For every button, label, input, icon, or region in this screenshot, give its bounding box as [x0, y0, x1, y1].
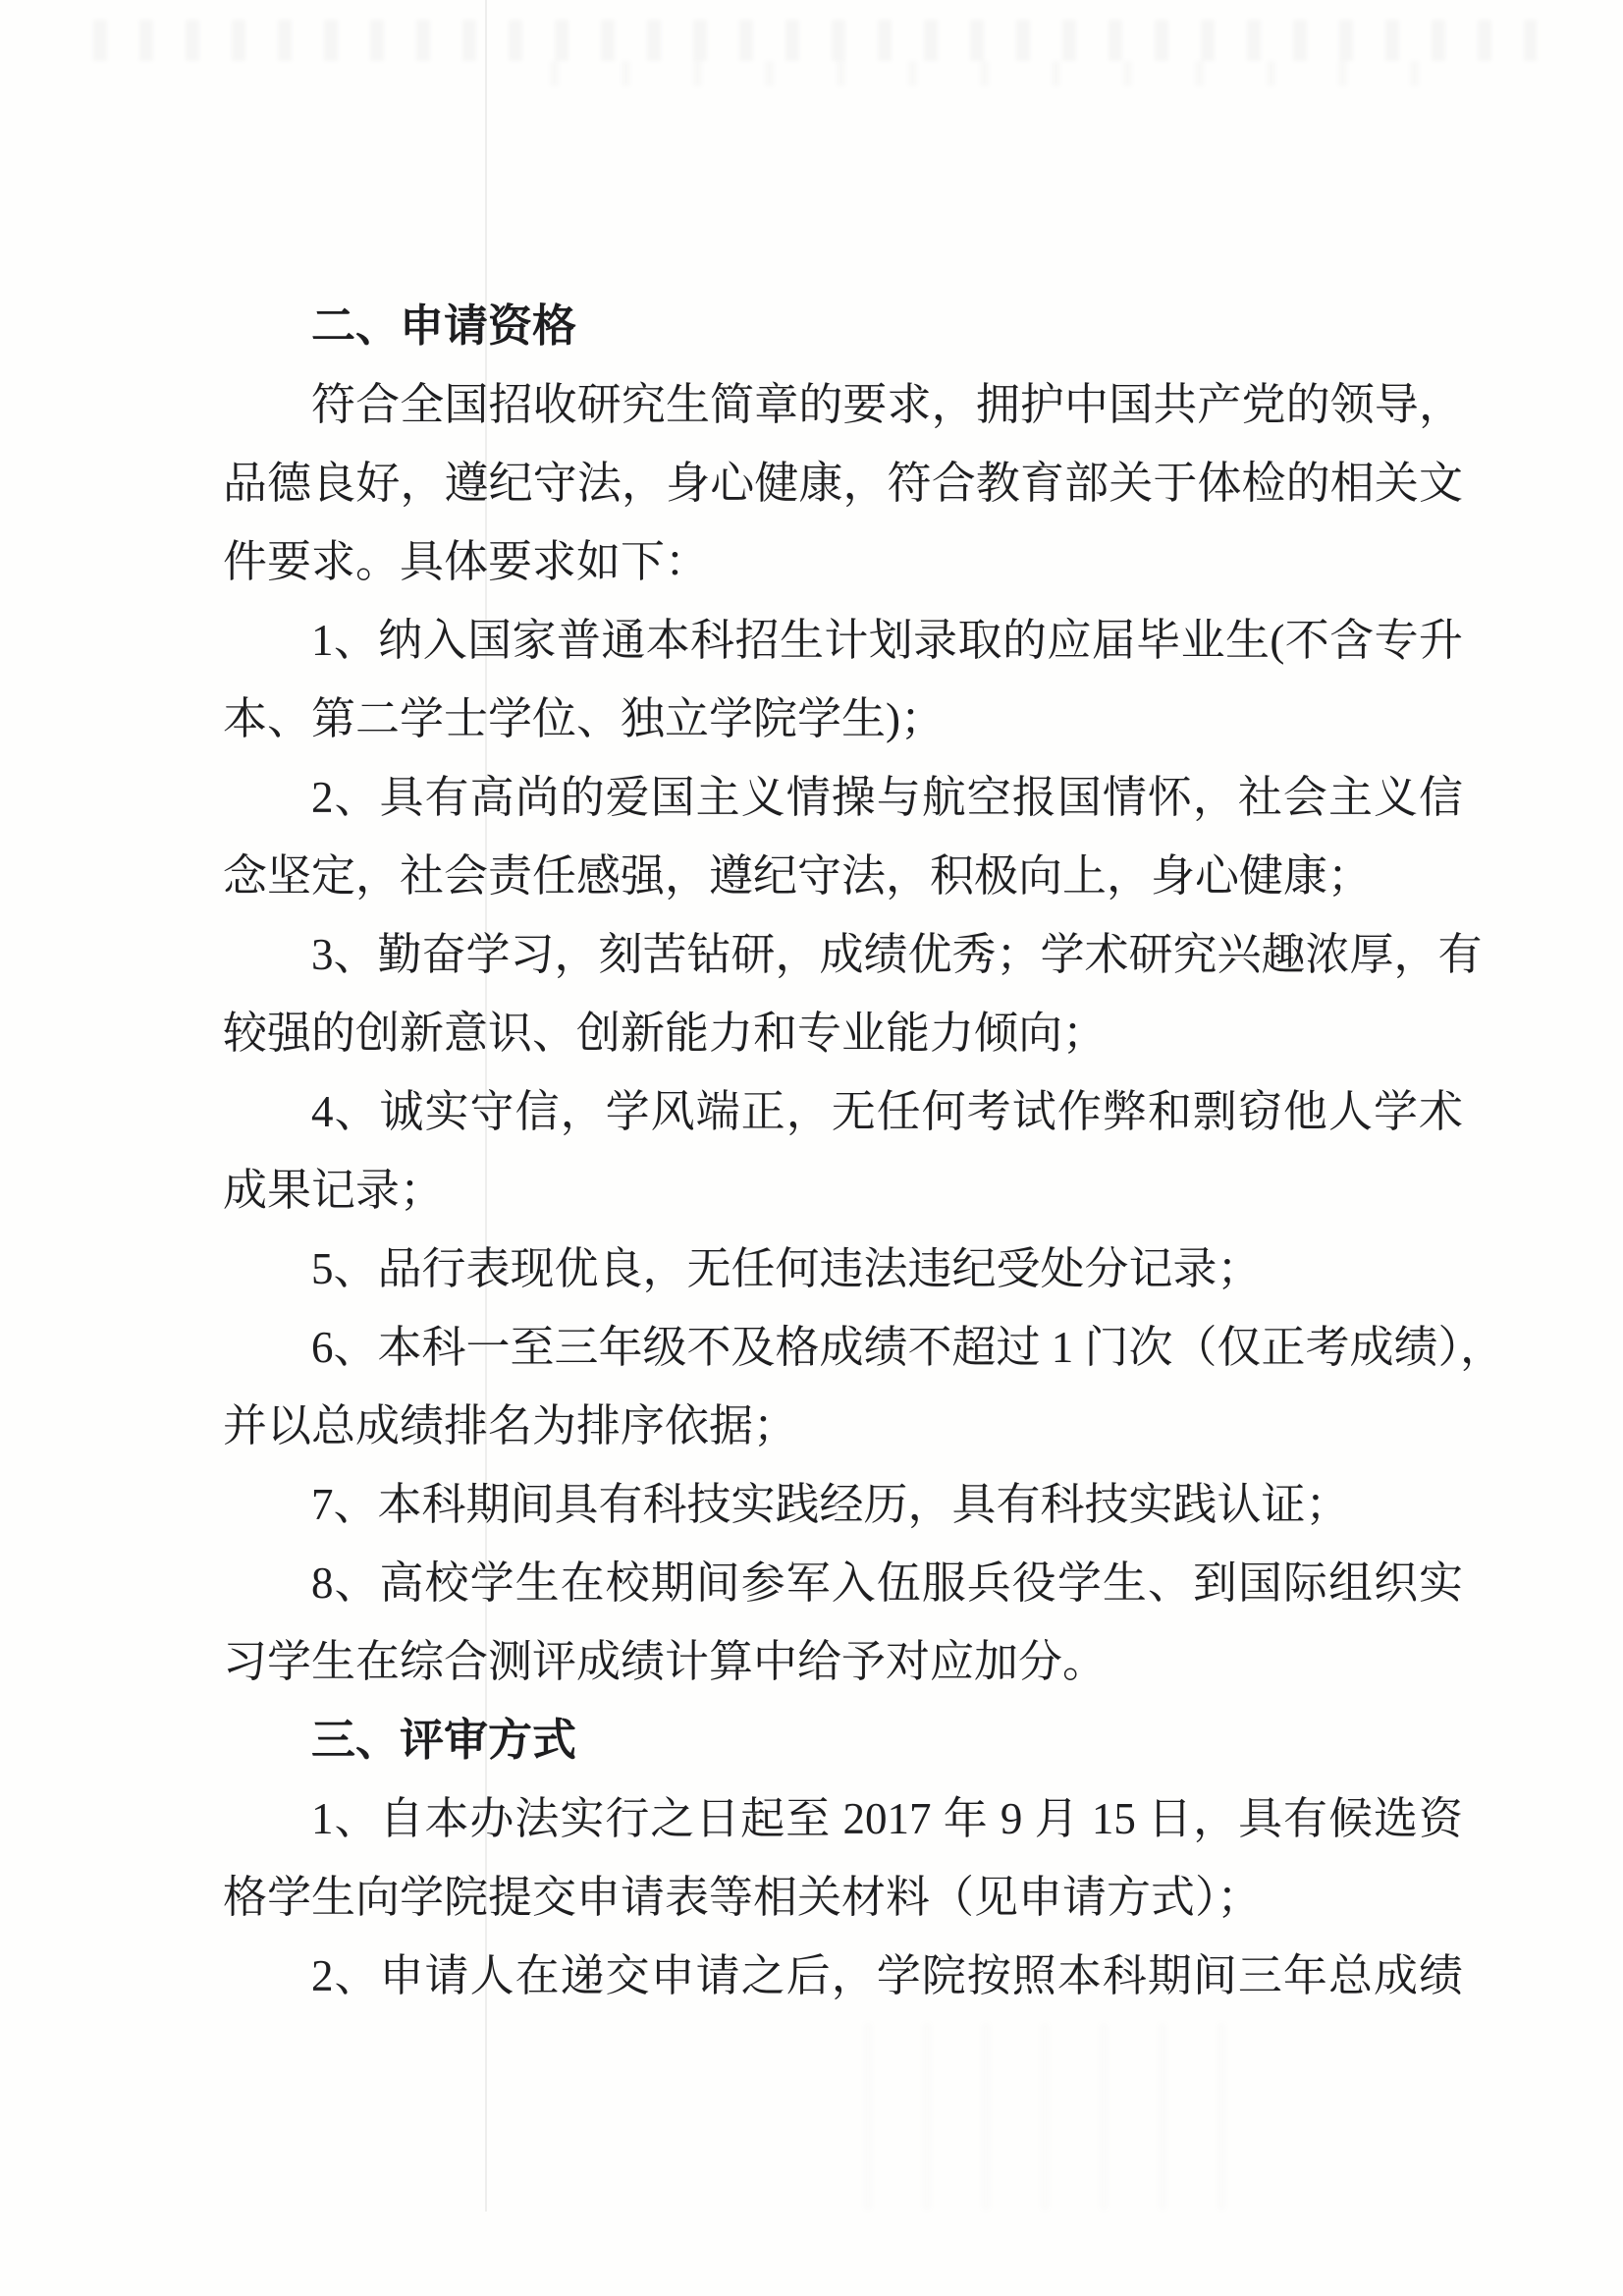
- review-item-1-line-1: 1、自本办法实行之日起至 2017 年 9 月 15 日，具有候选资: [311, 1794, 1463, 1843]
- intro-paragraph-line-1: 符合全国招收研究生简章的要求，拥护中国共产党的领导，: [311, 380, 1463, 429]
- scan-bleed-through-artifact-2: [550, 61, 1434, 86]
- section-heading-application-qualifications: 二、申请资格: [311, 301, 577, 351]
- requirement-item-7: 7、本科期间具有科技实践经历，具有科技实践认证；: [311, 1480, 1350, 1529]
- requirement-item-3-line-1: 3、勤奋学习，刻苦钻研，成绩优秀；学术研究兴趣浓厚，有: [311, 930, 1483, 979]
- requirement-item-4-line-1: 4、诚实守信，学风端正，无任何考试作弊和剽窃他人学术: [311, 1087, 1463, 1136]
- section-heading-review-method: 三、评审方式: [311, 1716, 577, 1765]
- scan-bleed-through-artifact-bottom: [864, 2023, 1276, 2210]
- requirement-item-2-line-1: 2、具有高尚的爱国主义情操与航空报国情怀，社会主义信: [311, 773, 1463, 822]
- requirement-item-1-line-2: 本、第二学士学位、独立学院学生)；: [223, 694, 945, 743]
- requirement-item-3-line-2: 较强的创新意识、创新能力和专业能力倾向；: [223, 1009, 1108, 1058]
- document-body: [223, 287, 1505, 2015]
- requirement-item-6-line-1: 6、本科一至三年级不及格成绩不超过 1 门次（仅正考成绩），: [311, 1323, 1505, 1372]
- review-item-1-line-2: 格学生向学院提交申请表等相关材料（见申请方式）；: [223, 1873, 1262, 1922]
- requirement-item-5: 5、品行表现优良，无任何违法违纪受处分记录；: [311, 1244, 1262, 1293]
- intro-paragraph-line-3: 件要求。具体要求如下：: [223, 537, 710, 586]
- scan-bleed-through-artifact: [93, 20, 1537, 61]
- requirement-item-8-line-2: 习学生在综合测评成绩计算中给予对应加分。: [223, 1637, 1108, 1686]
- requirement-item-1-line-1: 1、纳入国家普通本科招生计划录取的应届毕业生(不含专升: [311, 616, 1463, 665]
- review-item-2-line-1: 2、申请人在递交申请之后，学院按照本科期间三年总成绩: [311, 1951, 1463, 2000]
- requirement-item-6-line-2: 并以总成绩排名为排序依据；: [223, 1401, 798, 1450]
- requirement-item-4-line-2: 成果记录；: [223, 1166, 445, 1215]
- requirement-item-8-line-1: 8、高校学生在校期间参军入伍服兵役学生、到国际组织实: [311, 1558, 1463, 1608]
- intro-paragraph-line-2: 品德良好，遵纪守法，身心健康，符合教育部关于体检的相关文: [223, 459, 1463, 508]
- requirement-item-2-line-2: 念坚定，社会责任感强，遵纪守法，积极向上，身心健康；: [223, 851, 1373, 901]
